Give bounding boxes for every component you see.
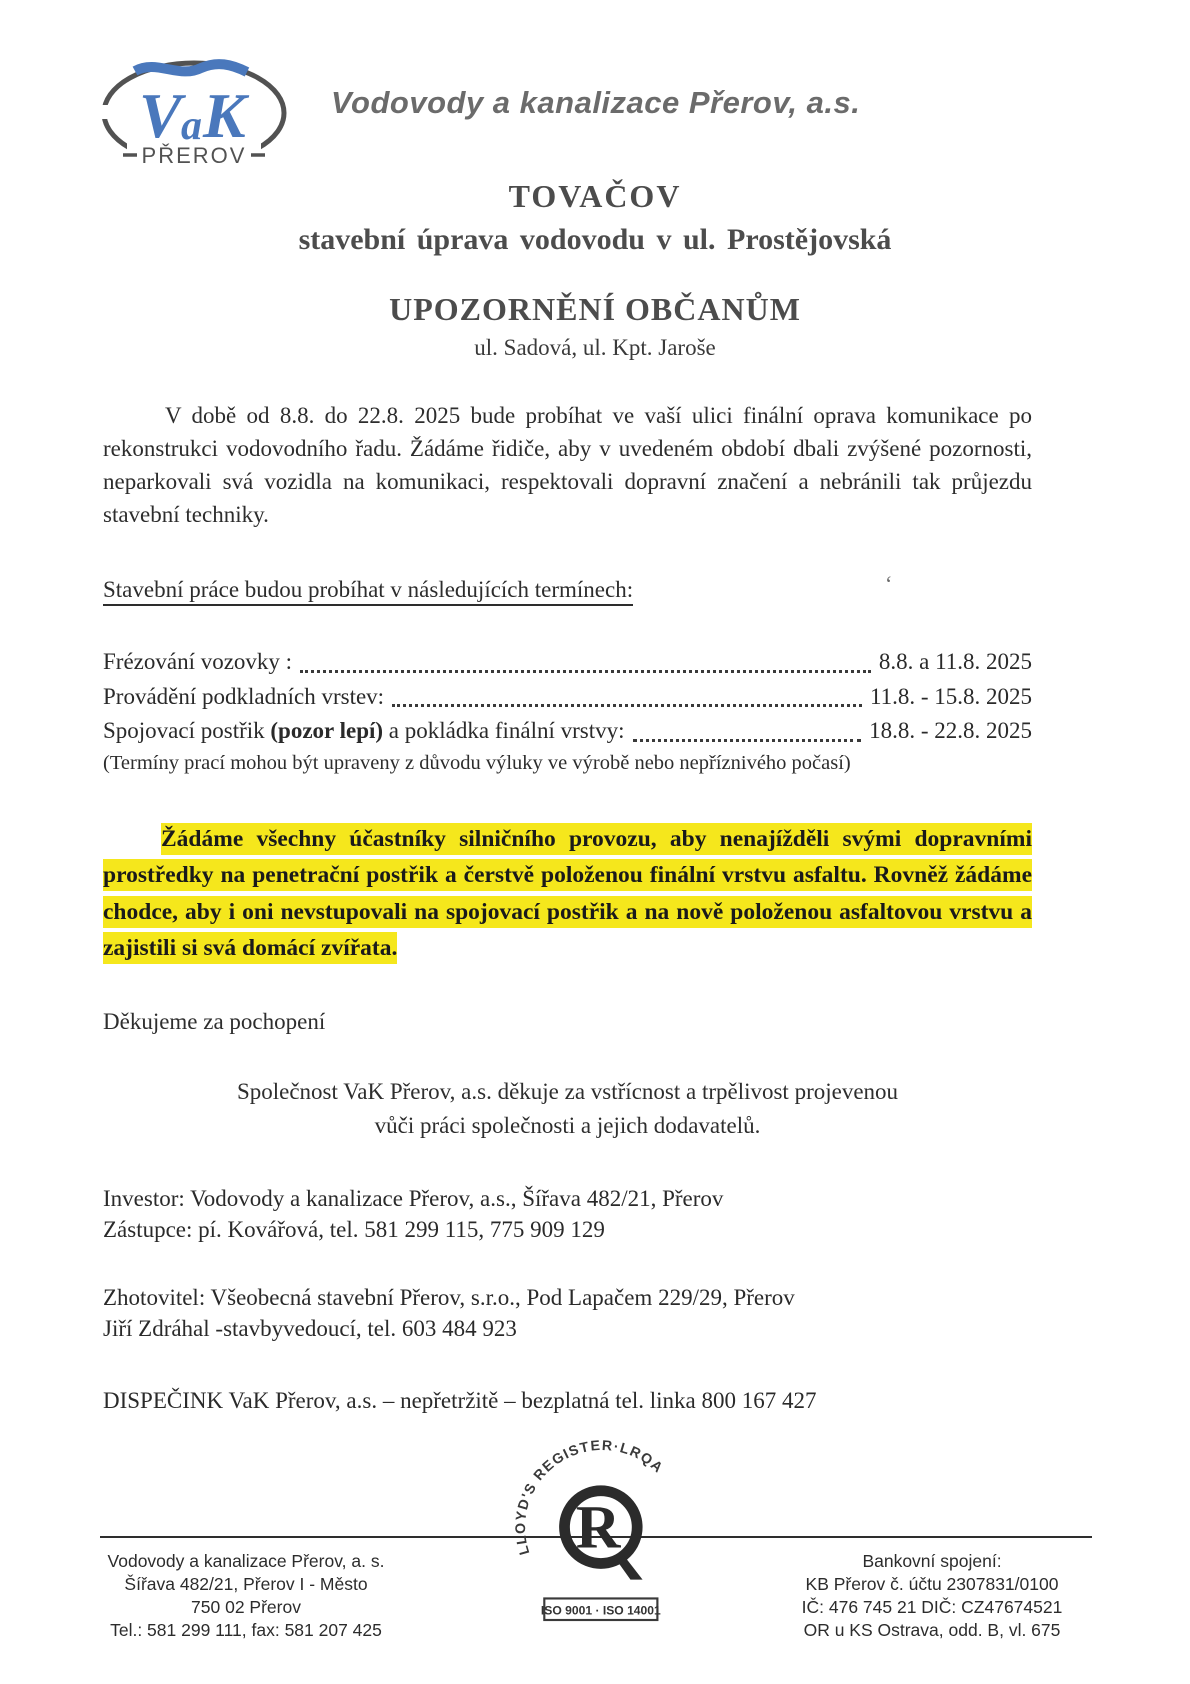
title-city: TOVAČOV xyxy=(508,178,682,214)
logo-letter-k: K xyxy=(203,80,246,151)
title-notice: UPOZORNĚNÍ OBČANŮM xyxy=(389,291,801,327)
schedule-list xyxy=(103,645,1032,775)
schedule-heading xyxy=(103,571,1032,603)
footer-bank-info xyxy=(762,1550,1102,1642)
schedule-row-date: 8.8. a 11.8. 2025 xyxy=(878,649,1032,675)
title-streets: ul. Sadová, ul. Kpt. Jaroše xyxy=(474,335,716,360)
zhotovitel-line: Zhotovitel: Všeobecná stavební Přerov, s.r.o., Pod Lapačem 229/29, Přerov xyxy=(103,1284,795,1310)
header xyxy=(0,0,1190,170)
stavbyvedouci-line: Jiří Zdráhal -stavbyvedoucí, tel. 603 484 923 xyxy=(103,1315,517,1341)
title-block xyxy=(0,178,1190,361)
vak-prerov-logo-icon xyxy=(95,55,293,170)
footer-address-line: 750 02 Přerov xyxy=(191,1597,301,1618)
footer-bank-line: Bankovní spojení: xyxy=(862,1551,1002,1571)
dot-leader xyxy=(392,704,862,707)
schedule-row-date: 11.8. - 15.8. 2025 xyxy=(869,683,1032,709)
schedule-row xyxy=(103,714,1032,749)
seal-iso-text: ISO 9001 · ISO 14001 xyxy=(540,1603,661,1618)
warning-paragraph xyxy=(103,821,1032,967)
footer-address-line: Tel.: 581 299 111, fax: 581 207 425 xyxy=(110,1620,382,1641)
footer-address-line: Vodovody a kanalizace Přerov, a. s. xyxy=(107,1551,385,1571)
scan-artifact-mark: ‘ xyxy=(885,571,893,597)
schedule-row xyxy=(103,680,1032,715)
contacts-block xyxy=(103,1186,1032,1414)
schedule-row-date: 18.8. - 22.8. 2025 xyxy=(869,718,1032,744)
company-thanks-line1: Společnost VaK Přerov, a.s. děkuje za vstřícnost a trpělivost projevenou xyxy=(236,1078,899,1104)
seal-arc-text: LLOYD'S REGISTER·LRQA xyxy=(512,1436,668,1557)
schedule-bold-warning: (pozor lepí) xyxy=(270,718,384,744)
seal-letter-r: R xyxy=(575,1493,621,1562)
schedule-row xyxy=(103,645,1032,680)
intro-paragraph: V době od 8.8. do 22.8. 2025 bude probíhat ve vaší ulici finální oprava komunikace po rekonstrukci vodovodního řadu. Žádáme řidiče, aby v uvedeném období dbali zvýšené pozornosti, neparkovali svá vozidla na komunikaci, respektovali dopravní značení a nebránili tak průjezdu stavební techniky. xyxy=(103,403,1032,528)
footer-address xyxy=(96,1550,396,1642)
lloyds-register-seal-icon xyxy=(512,1420,687,1645)
zastupce-line: Zástupce: pí. Kovářová, tel. 581 299 115, 775 909 129 xyxy=(103,1216,605,1242)
logo-prerov-text: PŘEROV xyxy=(141,143,247,168)
footer-bank-line: IČ: 476 745 21 DIČ: CZ47674521 xyxy=(801,1597,1063,1618)
company-name: Vodovody a kanalizace Přerov, a.s. xyxy=(331,85,861,120)
schedule-row-label: Spojovací postřik (pozor lepí) a pokládka finální vrstvy: xyxy=(103,718,625,744)
schedule-row-label: Provádění podkladních vrstev: xyxy=(103,683,385,709)
dispecink-line: DISPEČINK VaK Přerov, a.s. – nepřetržitě – bezplatná tel. linka 800 167 427 xyxy=(103,1387,817,1413)
footer-bank-line: OR u KS Ostrava, odd. B, vl. 675 xyxy=(803,1620,1061,1641)
schedule-note: (Termíny prací mohou být upraveny z důvodu výluky ve výrobě nebo nepříznivého počasí) xyxy=(103,751,851,774)
schedule-heading-text: Stavební práce budou probíhat v následujících termínech: xyxy=(103,577,633,606)
investor-line: Investor: Vodovody a kanalizace Přerov, a.s., Šířava 482/21, Přerov xyxy=(103,1185,724,1211)
company-thanks-line2: vůči práci společnosti a jejich dodavatelů. xyxy=(374,1113,761,1139)
footer-address-line: Šířava 482/21, Přerov I - Město xyxy=(124,1574,368,1595)
highlighted-warning-text: Žádáme všechny účastníky silničního provozu, aby nenajížděli svými dopravními prostředky na penetrační postřik a čerstvě položenou finální vrstvu asfaltu. Rovněž žádáme chodce, aby i oni nevstupovali na spojovací postřik a na nově položenou asfaltovou vrstvu a zajistili si svá domácí zvířata. xyxy=(103,823,1032,964)
title-subtitle: stavební úprava vodovodu v ul. Prostějovská xyxy=(298,223,892,256)
logo-letter-v: V xyxy=(139,80,182,151)
schedule-row-label: Frézování vozovky : xyxy=(103,649,293,675)
dot-leader xyxy=(633,739,862,742)
dot-leader xyxy=(300,670,871,673)
document-body xyxy=(103,399,1032,1414)
logo-letter-a: a xyxy=(181,103,202,149)
company-thanks xyxy=(103,1075,1032,1144)
thanks-line: Děkujeme za pochopení xyxy=(103,1008,326,1034)
footer-bank-line: KB Přerov č. účtu 2307831/0100 xyxy=(805,1574,1059,1595)
